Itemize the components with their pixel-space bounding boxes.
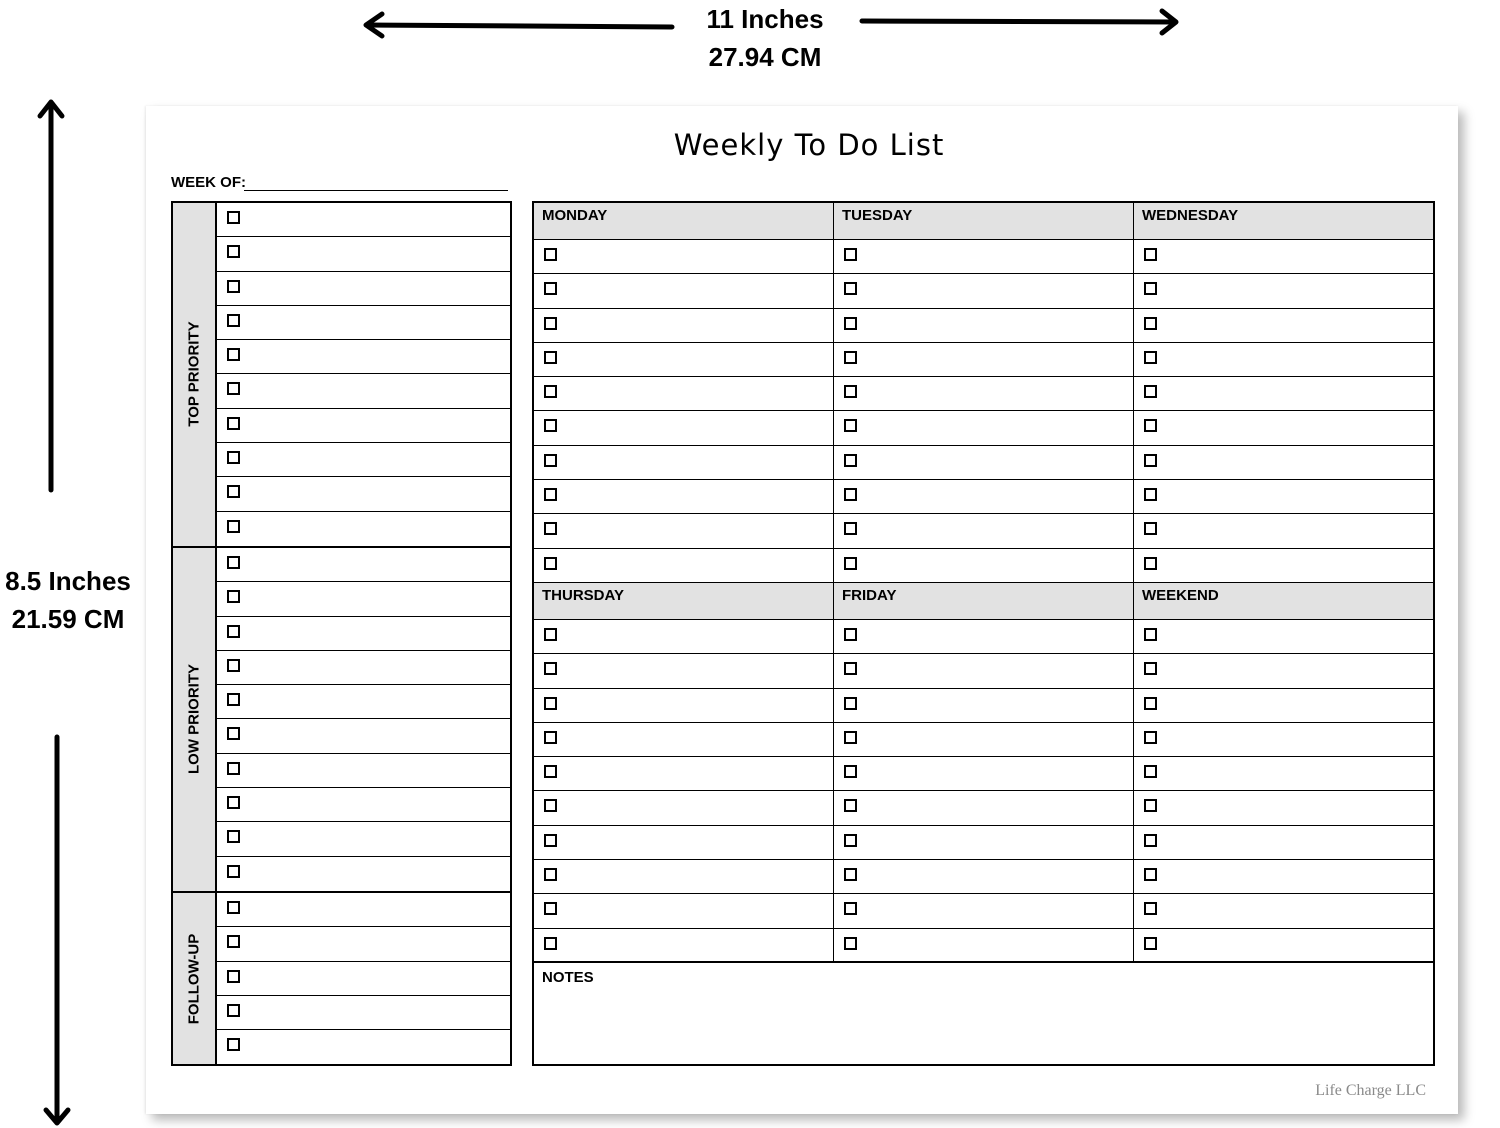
notes-label: NOTES	[542, 968, 594, 986]
checkbox-icon[interactable]	[544, 799, 557, 812]
checkbox-icon[interactable]	[1144, 419, 1157, 432]
task-row[interactable]	[534, 929, 833, 963]
page-title: Weekly To Do List	[673, 128, 945, 162]
task-row[interactable]	[834, 860, 1133, 894]
task-row[interactable]	[1134, 343, 1433, 377]
day-band	[534, 583, 1433, 963]
task-row[interactable]	[1134, 860, 1433, 894]
task-row[interactable]	[1134, 377, 1433, 411]
checkbox-icon[interactable]	[227, 382, 240, 395]
task-row[interactable]	[1134, 240, 1433, 274]
width-inches: 11 Inches	[706, 4, 824, 34]
checkbox-icon[interactable]	[544, 662, 557, 675]
priority-group-label	[173, 203, 217, 546]
checkbox-icon[interactable]	[844, 419, 857, 432]
task-row[interactable]	[834, 446, 1133, 480]
checkbox-icon[interactable]	[844, 317, 857, 330]
checkbox-icon[interactable]	[844, 454, 857, 467]
checkbox-icon[interactable]	[1144, 282, 1157, 295]
task-row[interactable]	[217, 512, 510, 546]
day-header: FRIDAY	[834, 583, 1133, 620]
checkbox-icon[interactable]	[544, 522, 557, 535]
checkbox-icon[interactable]	[544, 902, 557, 915]
day-column	[1134, 203, 1433, 583]
checkbox-icon[interactable]	[227, 485, 240, 498]
checkbox-icon[interactable]	[227, 590, 240, 603]
task-row[interactable]	[217, 822, 510, 856]
day-column	[834, 203, 1134, 583]
checkbox-icon[interactable]	[544, 937, 557, 950]
checkbox-icon[interactable]	[227, 314, 240, 327]
checkbox-icon[interactable]	[544, 385, 557, 398]
task-row[interactable]	[1134, 826, 1433, 860]
task-row[interactable]	[534, 377, 833, 411]
notes-area[interactable]	[534, 963, 1433, 1064]
task-row[interactable]	[534, 309, 833, 343]
week-of-line	[244, 190, 508, 191]
task-row[interactable]	[834, 620, 1133, 654]
task-row[interactable]	[217, 374, 510, 408]
checkbox-icon[interactable]	[844, 799, 857, 812]
checkbox-icon[interactable]	[544, 765, 557, 778]
task-row[interactable]	[1134, 274, 1433, 308]
task-row[interactable]	[217, 962, 510, 996]
day-header: WEDNESDAY	[1134, 203, 1433, 240]
checkbox-icon[interactable]	[227, 211, 240, 224]
task-row[interactable]	[217, 582, 510, 616]
task-row[interactable]	[1134, 411, 1433, 445]
task-row[interactable]	[834, 480, 1133, 514]
checkbox-icon[interactable]	[227, 830, 240, 843]
priority-group	[173, 893, 510, 1064]
checkbox-icon[interactable]	[227, 1004, 240, 1017]
checkbox-icon[interactable]	[227, 935, 240, 948]
week-of-label: WEEK OF:	[171, 174, 246, 191]
checkbox-icon[interactable]	[1144, 317, 1157, 330]
checkbox-icon[interactable]	[844, 731, 857, 744]
task-row[interactable]	[1134, 620, 1433, 654]
checkbox-icon[interactable]	[544, 488, 557, 501]
checkbox-icon[interactable]	[227, 970, 240, 983]
task-row[interactable]	[1134, 514, 1433, 548]
checkbox-icon[interactable]	[844, 765, 857, 778]
days-grid	[532, 201, 1435, 1066]
task-row[interactable]	[534, 757, 833, 791]
checkbox-icon[interactable]	[844, 488, 857, 501]
checkbox-icon[interactable]	[227, 659, 240, 672]
checkbox-icon[interactable]	[1144, 731, 1157, 744]
checkbox-icon[interactable]	[1144, 454, 1157, 467]
task-row[interactable]	[1134, 480, 1433, 514]
task-row[interactable]	[1134, 309, 1433, 343]
task-row[interactable]	[217, 927, 510, 961]
priority-group-label	[173, 548, 217, 891]
task-row[interactable]	[217, 685, 510, 719]
checkbox-icon[interactable]	[227, 1038, 240, 1051]
checkbox-icon[interactable]	[844, 557, 857, 570]
checkbox-icon[interactable]	[227, 865, 240, 878]
task-row[interactable]	[1134, 757, 1433, 791]
height-inches: 8.5 Inches	[5, 566, 131, 596]
width-arrow-right-icon	[862, 21, 1174, 22]
planner-sheet	[146, 106, 1458, 1114]
priority-group-label-text: FOLLOW-UP	[185, 933, 203, 1024]
task-row[interactable]	[217, 754, 510, 788]
checkbox-icon[interactable]	[1144, 557, 1157, 570]
checkbox-icon[interactable]	[1144, 765, 1157, 778]
task-row[interactable]	[217, 203, 510, 237]
checkbox-icon[interactable]	[1144, 937, 1157, 950]
checkbox-icon[interactable]	[1144, 488, 1157, 501]
checkbox-icon[interactable]	[544, 628, 557, 641]
task-row[interactable]	[834, 791, 1133, 825]
task-row[interactable]	[834, 411, 1133, 445]
checkbox-icon[interactable]	[544, 454, 557, 467]
checkbox-icon[interactable]	[844, 697, 857, 710]
checkbox-icon[interactable]	[227, 451, 240, 464]
day-header: TUESDAY	[834, 203, 1133, 240]
checkbox-icon[interactable]	[544, 351, 557, 364]
day-header: MONDAY	[534, 203, 833, 240]
priority-group-label-text: TOP PRIORITY	[185, 321, 203, 428]
footer-company: Life Charge LLC	[1315, 1082, 1426, 1099]
task-row[interactable]	[834, 377, 1133, 411]
checkbox-icon[interactable]	[1144, 902, 1157, 915]
checkbox-icon[interactable]	[227, 901, 240, 914]
task-row[interactable]	[834, 309, 1133, 343]
task-row[interactable]	[834, 549, 1133, 583]
width-arrow-left-icon	[368, 25, 672, 27]
day-column	[1134, 583, 1433, 963]
task-row[interactable]	[834, 654, 1133, 688]
checkbox-icon[interactable]	[544, 248, 557, 261]
task-row[interactable]	[834, 826, 1133, 860]
checkbox-icon[interactable]	[1144, 834, 1157, 847]
task-row[interactable]	[217, 857, 510, 891]
priority-group	[173, 548, 510, 893]
task-row[interactable]	[534, 791, 833, 825]
priority-rows	[217, 893, 510, 1064]
task-row[interactable]	[1134, 894, 1433, 928]
task-row[interactable]	[217, 477, 510, 511]
checkbox-icon[interactable]	[844, 662, 857, 675]
task-row[interactable]	[534, 826, 833, 860]
priority-rows	[217, 203, 510, 546]
task-row[interactable]	[534, 654, 833, 688]
checkbox-icon[interactable]	[844, 351, 857, 364]
task-row[interactable]	[534, 689, 833, 723]
task-row[interactable]	[217, 1030, 510, 1064]
task-row[interactable]	[834, 240, 1133, 274]
task-row[interactable]	[534, 274, 833, 308]
task-row[interactable]	[534, 894, 833, 928]
day-column	[534, 583, 834, 963]
task-row[interactable]	[217, 617, 510, 651]
checkbox-icon[interactable]	[844, 868, 857, 881]
task-row[interactable]	[534, 240, 833, 274]
task-row[interactable]	[1134, 549, 1433, 583]
checkbox-icon[interactable]	[544, 697, 557, 710]
width-cm: 27.94 CM	[708, 42, 822, 72]
task-row[interactable]	[834, 929, 1133, 963]
checkbox-icon[interactable]	[1144, 385, 1157, 398]
task-row[interactable]	[217, 893, 510, 927]
task-row[interactable]	[1134, 929, 1433, 963]
task-row[interactable]	[217, 237, 510, 271]
task-row[interactable]	[534, 411, 833, 445]
checkbox-icon[interactable]	[544, 731, 557, 744]
day-column	[534, 203, 834, 583]
checkbox-icon[interactable]	[844, 282, 857, 295]
height-cm: 21.59 CM	[11, 604, 125, 634]
checkbox-icon[interactable]	[544, 419, 557, 432]
checkbox-icon[interactable]	[227, 625, 240, 638]
checkbox-icon[interactable]	[1144, 522, 1157, 535]
checkbox-icon[interactable]	[844, 902, 857, 915]
checkbox-icon[interactable]	[544, 868, 557, 881]
checkbox-icon[interactable]	[844, 937, 857, 950]
task-row[interactable]	[534, 860, 833, 894]
day-header: WEEKEND	[1134, 583, 1433, 620]
task-row[interactable]	[217, 340, 510, 374]
checkbox-icon[interactable]	[844, 628, 857, 641]
priority-table	[171, 201, 512, 1066]
checkbox-icon[interactable]	[544, 834, 557, 847]
checkbox-icon[interactable]	[1144, 697, 1157, 710]
day-band	[534, 203, 1433, 583]
checkbox-icon[interactable]	[844, 522, 857, 535]
checkbox-icon[interactable]	[227, 556, 240, 569]
checkbox-icon[interactable]	[227, 762, 240, 775]
task-row[interactable]	[834, 689, 1133, 723]
task-row[interactable]	[834, 723, 1133, 757]
task-row[interactable]	[534, 514, 833, 548]
task-row[interactable]	[534, 343, 833, 377]
checkbox-icon[interactable]	[227, 727, 240, 740]
task-row[interactable]	[217, 788, 510, 822]
task-row[interactable]	[834, 514, 1133, 548]
checkbox-icon[interactable]	[227, 280, 240, 293]
checkbox-icon[interactable]	[227, 245, 240, 258]
task-row[interactable]	[834, 757, 1133, 791]
checkbox-icon[interactable]	[844, 248, 857, 261]
checkbox-icon[interactable]	[1144, 868, 1157, 881]
checkbox-icon[interactable]	[1144, 628, 1157, 641]
checkbox-icon[interactable]	[1144, 662, 1157, 675]
checkbox-icon[interactable]	[1144, 248, 1157, 261]
task-row[interactable]	[1134, 723, 1433, 757]
task-row[interactable]	[1134, 791, 1433, 825]
checkbox-icon[interactable]	[227, 796, 240, 809]
task-row[interactable]	[217, 651, 510, 685]
checkbox-icon[interactable]	[544, 557, 557, 570]
day-header: THURSDAY	[534, 583, 833, 620]
task-row[interactable]	[1134, 446, 1433, 480]
checkbox-icon[interactable]	[844, 385, 857, 398]
checkbox-icon[interactable]	[227, 520, 240, 533]
task-row[interactable]	[534, 480, 833, 514]
task-row[interactable]	[534, 549, 833, 583]
task-row[interactable]	[834, 343, 1133, 377]
checkbox-icon[interactable]	[227, 417, 240, 430]
task-row[interactable]	[1134, 689, 1433, 723]
task-row[interactable]	[217, 306, 510, 340]
priority-group	[173, 203, 510, 548]
task-row[interactable]	[834, 894, 1133, 928]
task-row[interactable]	[1134, 654, 1433, 688]
priority-rows	[217, 548, 510, 891]
checkbox-icon[interactable]	[227, 348, 240, 361]
task-row[interactable]	[534, 620, 833, 654]
task-row[interactable]	[534, 446, 833, 480]
task-row[interactable]	[217, 443, 510, 477]
checkbox-icon[interactable]	[1144, 351, 1157, 364]
task-row[interactable]	[217, 996, 510, 1030]
priority-group-label	[173, 893, 217, 1064]
day-column	[834, 583, 1134, 963]
task-row[interactable]	[217, 272, 510, 306]
task-row[interactable]	[217, 409, 510, 443]
task-row[interactable]	[534, 723, 833, 757]
checkbox-icon[interactable]	[544, 282, 557, 295]
priority-group-label-text: LOW PRIORITY	[185, 664, 203, 775]
checkbox-icon[interactable]	[1144, 799, 1157, 812]
checkbox-icon[interactable]	[227, 693, 240, 706]
checkbox-icon[interactable]	[544, 317, 557, 330]
task-row[interactable]	[834, 274, 1133, 308]
task-row[interactable]	[217, 719, 510, 753]
checkbox-icon[interactable]	[844, 834, 857, 847]
task-row[interactable]	[217, 548, 510, 582]
